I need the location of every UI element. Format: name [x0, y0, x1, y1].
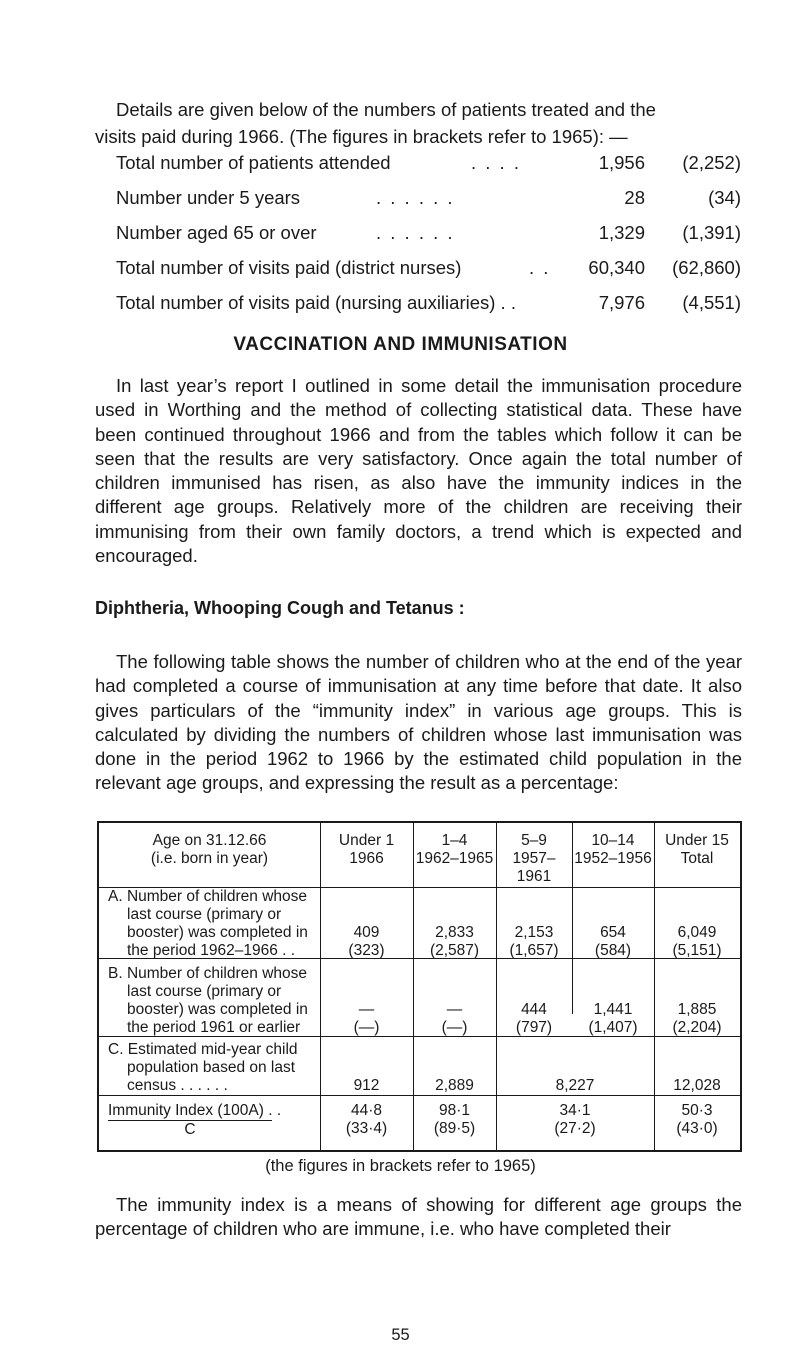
stat-previous: (2,252)	[682, 152, 741, 173]
row-b-total	[654, 1001, 740, 1037]
index-under1	[320, 1102, 413, 1138]
header-text: Age on 31.12.66	[152, 832, 267, 849]
stat-label: Total number of visits paid (district nurses)	[116, 257, 462, 278]
stat-row	[116, 185, 741, 220]
header-1-4	[413, 832, 496, 868]
stat-value: 28	[624, 187, 645, 208]
row-label-text: C. Estimated mid-year child	[108, 1041, 298, 1058]
stat-value: 7,976	[598, 292, 645, 313]
row-b-label	[108, 965, 314, 1037]
header-text: Total	[680, 850, 714, 867]
stat-label: Number aged 65 or over	[116, 222, 317, 243]
cell-value: 2,833	[435, 924, 474, 941]
cell-value: 654	[600, 924, 626, 941]
section-heading: VACCINATION AND IMMUNISATION	[233, 334, 568, 355]
header-text: 1–4	[441, 832, 468, 849]
row-a-label	[108, 888, 314, 960]
index-total	[654, 1102, 740, 1138]
row-c-label	[108, 1041, 314, 1095]
stat-value: 1,956	[598, 152, 645, 173]
row-b-5-9	[496, 1001, 572, 1037]
table-divider	[320, 823, 321, 1150]
cell-value: 444	[521, 1001, 547, 1018]
row-label-text: census . . . . . .	[127, 1077, 228, 1094]
row-a-5-9	[496, 924, 572, 960]
header-10-14	[572, 832, 654, 868]
row-b-1-4	[413, 1001, 496, 1037]
stat-leader: . . . . . .	[376, 187, 455, 208]
cell-previous: (323)	[348, 942, 385, 959]
row-a-1-4	[413, 924, 496, 960]
header-text: 1962–1965	[415, 850, 494, 867]
header-text: 1966	[349, 850, 384, 867]
header-text: Under 15	[665, 832, 729, 849]
table-divider	[654, 823, 655, 1150]
row-a-total	[654, 924, 740, 960]
row-label-text: the period 1961 or earlier	[127, 1019, 301, 1036]
cell-value: 6,049	[677, 924, 717, 941]
stat-previous: (4,551)	[682, 292, 741, 313]
cell-value: 1,441	[593, 1001, 633, 1018]
row-a-10-14	[572, 924, 654, 960]
header-text: Under 1	[338, 832, 395, 849]
row-a-under1	[320, 924, 413, 960]
paragraph-immunity-index	[95, 1193, 742, 1242]
table-divider	[413, 823, 414, 1150]
cell-value: —	[446, 1001, 463, 1018]
index-5-14	[496, 1102, 654, 1138]
subheading: Diphtheria, Whooping Cough and Tetanus :	[95, 598, 465, 618]
header-under1	[320, 832, 413, 868]
cell-previous: (2,204)	[672, 1019, 722, 1036]
row-label-text: booster) was completed in	[127, 1001, 308, 1018]
cell-value: 2,153	[514, 924, 554, 941]
row-label-text: last course (primary or	[127, 983, 282, 1000]
stat-row	[116, 220, 741, 255]
header-text: (i.e. born in year)	[150, 850, 269, 867]
intro-text	[95, 96, 740, 150]
row-c-under1: 912	[353, 1077, 380, 1094]
row-c-1-4: 2,889	[435, 1077, 474, 1094]
stat-previous: (1,391)	[682, 222, 741, 243]
intro-line-2: visits paid during 1966. (The figures in brackets refer to 1965): —	[95, 126, 628, 147]
stat-leader: . . . .	[471, 152, 521, 173]
table-footnote: (the figures in brackets refer to 1965)	[265, 1157, 536, 1175]
index-1-4	[413, 1102, 496, 1138]
stat-row	[116, 150, 741, 185]
cell-value: 1,885	[677, 1001, 717, 1018]
header-text: 1957–1961	[512, 850, 556, 885]
row-label-text: Immunity Index (100A) . .	[108, 1102, 282, 1119]
stat-leader: . .	[529, 257, 551, 278]
intro-line-1: Details are given below of the numbers of patients treated and the	[116, 99, 656, 120]
stat-row	[116, 255, 741, 290]
stat-value: 60,340	[588, 257, 645, 278]
header-under15	[654, 832, 740, 868]
stat-value: 1,329	[598, 222, 645, 243]
cell-value: 50·3	[681, 1102, 713, 1119]
cell-previous: (89·5)	[433, 1120, 476, 1137]
row-label-text: B. Number of children whose	[108, 965, 308, 982]
cell-value: —	[358, 1001, 375, 1018]
stat-label: Total number of patients attended	[116, 152, 391, 173]
row-label-text: last course (primary or	[127, 906, 282, 923]
cell-previous: (1,407)	[588, 1019, 638, 1036]
patient-stats	[116, 150, 741, 325]
cell-previous: (797)	[515, 1019, 553, 1036]
row-c-5-14: 8,227	[555, 1077, 595, 1094]
cell-previous: (5,151)	[672, 942, 722, 959]
row-label-text: the period 1962–1966 . .	[127, 942, 296, 959]
header-text: 5–9	[521, 832, 547, 849]
cell-previous: (—)	[353, 1019, 380, 1036]
row-b-10-14	[572, 1001, 654, 1037]
cell-value: 34·1	[559, 1102, 591, 1119]
header-age	[99, 832, 320, 868]
stat-previous: (62,860)	[672, 257, 741, 278]
cell-previous: (33·4)	[345, 1120, 388, 1137]
cell-value: 98·1	[438, 1102, 471, 1119]
cell-previous: (27·2)	[554, 1120, 596, 1137]
stat-label: Total number of visits paid (nursing auxiliaries) . .	[116, 292, 516, 313]
index-denominator: C	[108, 1120, 272, 1138]
paragraph-text: The following table shows the number of children who at the end of the year had completed a course of immunisation at any time before that date. It also gives particulars of the “immunity index” in various age groups. This is calculated by dividing the numbers of children whose last immunisation was done in the period 1962 to 1966 by the estimated child population in the relevant age groups, and expressing the result as a percentage:	[95, 651, 742, 794]
cell-previous: (2,587)	[429, 942, 480, 959]
header-text: 10–14	[591, 832, 635, 849]
row-label-text: booster) was completed in	[127, 924, 308, 941]
header-text: 1952–1956	[574, 850, 652, 867]
table-divider	[99, 1095, 740, 1096]
cell-value: 409	[353, 924, 380, 941]
immunisation-table	[97, 821, 742, 1152]
cell-previous: (43·0)	[676, 1120, 718, 1137]
cell-previous: (—)	[441, 1019, 468, 1036]
stat-row	[116, 290, 741, 325]
paragraph-table-intro	[95, 650, 742, 796]
row-c-total: 12,028	[673, 1077, 721, 1094]
row-label-text: A. Number of children whose	[108, 888, 308, 905]
paragraph-text: In last year’s report I outlined in some detail the immunisation procedure used in Worthing and the method of collecting statistical data. These have been continued throughout 1966 and from the tables which follow it can be seen that the results are very satisfactory. Once again the total number of children immunised has risen, as also have the immunity indices in the different age groups. Relatively more of the children are receiving their immunising from their own family doctors, a trend which is expected and encouraged.	[95, 375, 742, 567]
stat-label: Number under 5 years	[116, 187, 301, 208]
stat-previous: (34)	[708, 187, 741, 208]
paragraph-text: The immunity index is a means of showing for different age groups the percentage of children who are immune, i.e. who have completed their	[95, 1194, 742, 1240]
paragraph-procedure	[95, 374, 742, 568]
immunity-index-label	[108, 1102, 314, 1139]
cell-previous: (1,657)	[509, 942, 559, 959]
row-label-text: population based on last	[127, 1059, 296, 1076]
cell-previous: (584)	[594, 942, 632, 959]
page-number: 55	[391, 1326, 410, 1344]
stat-leader: . . . . . .	[376, 222, 455, 243]
cell-value: 44·8	[350, 1102, 383, 1119]
row-b-under1	[320, 1001, 413, 1037]
header-5-9	[496, 832, 572, 886]
